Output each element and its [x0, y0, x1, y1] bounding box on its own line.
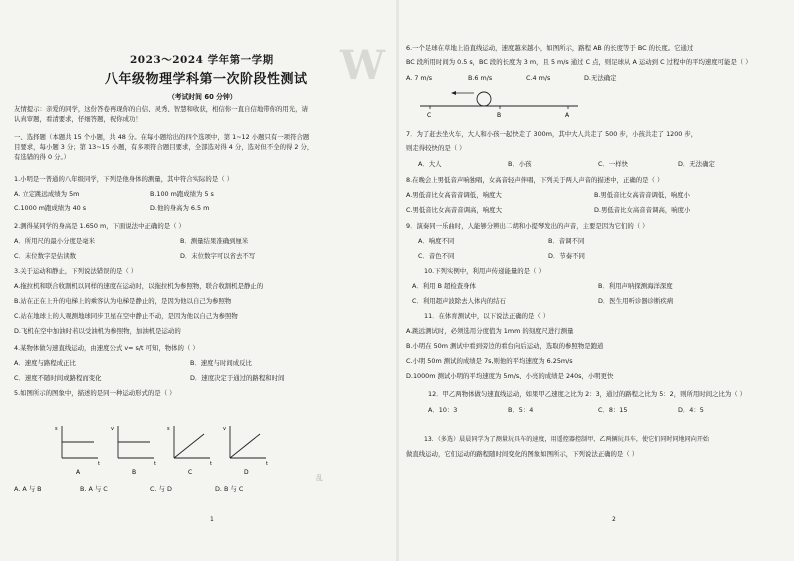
page-number-right: 2	[612, 516, 616, 523]
question-13-stem: 做直线运动，它们运动的路程随时间变化的图象如图所示，下列说法正确的是（ ）	[406, 450, 639, 458]
page-fold	[396, 0, 399, 561]
graph-b-x-label: t	[154, 461, 156, 467]
q1-option-d: D.他的身高为 6.5 m	[150, 204, 210, 212]
q5-option-a: A. A 与 B	[14, 485, 42, 493]
q10-option-a: A．利用 B 超检查身体	[412, 282, 476, 290]
q2-option-c: C．末位数字是估读数	[14, 252, 76, 260]
graph-d-y-label: v	[223, 426, 226, 432]
q6-option-d: D.无法确定	[584, 74, 617, 82]
q6-option-c: C.4 m/s	[526, 74, 551, 82]
q12-option-c: C．8：15	[598, 406, 628, 414]
question-3-stem: 3.关于运动和静止，下列说法错误的是（ ）	[14, 267, 138, 275]
graph-d-label: D	[244, 469, 249, 476]
q4-option-b: B．速度与时间成反比	[190, 359, 252, 367]
q10-option-c: C．利用超声波除去人体内的结石	[412, 297, 506, 305]
show-through-mark: W	[340, 42, 385, 89]
q6-option-b: B.6 m/s	[468, 74, 493, 82]
question-13-stem: 13．（多选）晨晨同学为了测量玩具车的速度，用遥控器控制甲、乙两辆玩具车，使它们同时同地同向开始	[424, 436, 710, 443]
point-c-label: C	[427, 112, 432, 119]
q4-option-d: D．速度决定于通过的路程和时间	[190, 374, 285, 382]
exam-title-year: 2023～2024 学年第一学期	[130, 54, 274, 66]
q3-option-b: B.站在正在上升的电梯上的乘客认为电梯是静止的，是因为他以自己为参照物	[14, 297, 232, 305]
exam-time: （考试时间 60 分钟）	[168, 93, 237, 101]
graph-a-x-label: t	[98, 461, 100, 467]
graph-b-y-label: v	[111, 426, 114, 432]
q12-option-d: D．4：5	[678, 406, 704, 414]
q7-option-b: B．小孩	[508, 160, 532, 168]
question-4-stem: 4.某物体做匀速直线运动，由速度公式 v= s/t 可知，物体的（ ）	[14, 344, 199, 352]
q11-option-a: A.跳远测试时，必须选用分度值为 1mm 的刻度尺进行测量	[406, 327, 574, 335]
q1-option-b: B.100 m跑成绩为 5 s	[150, 190, 214, 198]
q2-option-b: B．测量结果准确到厘米	[180, 237, 249, 245]
question-6-stem: BC 段所用时间为 0.5 s，BC 段的长度为 3 m，且 5 m/s 通过 C 点，则足球从 A 运动到 C 过程中的平均速度可能是（ ）	[406, 58, 752, 66]
q9-option-a: A．响度不同	[418, 237, 455, 245]
page-right	[398, 0, 794, 561]
q3-option-c: C.站在地球上的人观测地球同步卫星在空中静止不动，是因为他以自己为参照物	[14, 312, 238, 320]
question-5-stem: 5.如图所示的图象中，描述的是同一种运动形式的是（ ）	[14, 389, 176, 397]
q4-option-c: C．速度不随时间或路程而变化	[14, 374, 102, 382]
q8-option-a: A.男低音比女高音音调低，响度大	[406, 191, 502, 199]
question-10-stem: 10.下列实例中，利用声传递能量的是（ ）	[424, 267, 545, 275]
graph-c-label: C	[188, 469, 193, 476]
q9-option-c: C．音色不同	[418, 252, 455, 260]
graph-d	[223, 426, 268, 476]
q7-option-c: C．一样快	[598, 160, 629, 168]
q11-option-b: B.小明在 50m 测试中看到旁边的看台向后运动，选取的参照物是跑道	[406, 342, 604, 350]
question-7-stem: 7．为了赶去坐火车，大人和小孩一起快走了 300m，其中大人共走了 500 步，小孩共走了 1200 步，	[406, 130, 698, 138]
graph-a	[55, 426, 100, 476]
q2-option-d: D．末位数字可以省去不写	[180, 252, 256, 260]
page-number-left: 1	[210, 516, 214, 523]
graph-b	[111, 426, 156, 476]
graph-c	[167, 426, 212, 476]
section-heading: 目要求，每小题 3 分；第 13~15 小题，有多项符合题目要求，全部选对得 4 分，选对但不全的得 2 分，	[14, 143, 314, 151]
section-heading: 一、选择题（本题共 15 个小题，共 48 分。在每小题给出的四个选项中，第 1~12 小题只有一项符合题	[14, 133, 310, 141]
q9-option-b: B．音调不同	[548, 237, 585, 245]
q2-option-a: A．所用尺的最小分度是毫米	[14, 237, 96, 245]
section-heading: 有选错的得 0 分。）	[14, 153, 71, 161]
q6-diagram	[418, 86, 588, 120]
q6-option-a: A. 7 m/s	[406, 74, 433, 82]
graph-c-y-label: s	[167, 426, 170, 432]
graph-a-y-label: s	[55, 426, 58, 432]
q8-option-b: B.男低音比女高音音调低，响度小	[594, 191, 690, 199]
q12-option-b: B．5：4	[508, 406, 534, 414]
q7-option-d: D．无法确定	[678, 160, 715, 168]
question-1-stem: 1.小明是一普通的八年级同学，下列是他身体的测量，其中符合实际的是（ ）	[14, 175, 234, 183]
q11-option-d: D.1000m 测试小明的平均速度为 5m/s、小亮的成绩是 240s，小明更快	[406, 372, 614, 380]
question-7-stem: 则走得较快的是（ ）	[406, 144, 466, 152]
q8-option-c: C.男低音比女高音音调高，响度大	[406, 206, 502, 214]
q8-option-d: D.男低音比女高音音调高，响度小	[594, 206, 691, 214]
graph-d-x-label: t	[266, 461, 268, 467]
exam-title: 八年级物理学科第一次阶段性测试	[105, 72, 308, 87]
question-6-stem: 6.一个足球在草地上沿直线运动，速度越来越小，如图所示，路程 AB 的长度等于 BC 的长度。它通过	[406, 44, 694, 52]
graph-a-label: A	[76, 469, 81, 476]
point-b-label: B	[497, 112, 502, 119]
q5-option-d: D. B 与 C	[215, 485, 244, 493]
football-icon	[477, 92, 491, 106]
intro-line: 认真审题，看清要求，仔细答题，祝你成功！	[14, 115, 142, 123]
q10-option-d: D．医生用听诊器诊断疾病	[598, 297, 674, 305]
q1-option-a: A. 立定跳远成绩为 5m	[14, 190, 80, 198]
question-8-stem: 8.在晚会上男低音声响独唱，女高音轻声伴唱，下列关于两人声音的描述中，正确的是（ ）	[406, 176, 664, 184]
question-2-stem: 2.测得某同学的身高是 1.650 m，下面说法中正确的是（ ）	[14, 222, 185, 230]
q3-option-d: D.飞机在空中加油时若以受油机为参照物，加油机是运动的	[14, 327, 181, 335]
q3-option-a: A.拖拉机和联合收割机以同样的速度在运动时，以拖拉机为参照物，联合收割机是静止的	[14, 282, 264, 290]
graph-c-x-label: t	[210, 461, 212, 467]
question-9-stem: 9．演奏同一乐曲时，人能够分辨出二胡和小提琴发出的声音，主要是因为它们的（ ）	[406, 222, 649, 230]
intro-line: 友情提示：亲爱的同学，这份答卷再现你的自信、灵秀、智慧和收获，相信你一直自信地带你的用光，请	[14, 105, 308, 113]
graph-b-label: B	[132, 469, 137, 476]
q4-option-a: A．速度与路程成正比	[14, 359, 76, 367]
margin-mark: 乱	[316, 474, 323, 482]
q9-option-d: D．节奏不同	[548, 252, 585, 260]
question-11-stem: 11．在体育测试中，以下说法正确的是（ ）	[424, 312, 550, 320]
q7-option-a: A．大人	[418, 160, 442, 168]
q5-graphs	[50, 420, 280, 478]
q11-option-c: C.小明 50m 测试的成绩是 7s,则他的平均速度为 6.25m/s	[406, 357, 573, 365]
q1-option-c: C.1000 m跑成绩为 40 s	[14, 204, 87, 212]
point-a-label: A	[565, 112, 570, 119]
question-12-stem: 12．甲乙两物体做匀速直线运动，如果甲乙速度之比为 2：3，通过的路程之比为 5：2，则所用时间之比为（ ）	[428, 390, 747, 398]
q5-option-c: C. 与 D	[150, 485, 172, 493]
q5-option-b: B. A 与 C	[80, 485, 108, 493]
q10-option-b: B．利用声呐探测海洋深度	[598, 282, 673, 290]
q12-option-a: A．10：3	[428, 406, 458, 414]
